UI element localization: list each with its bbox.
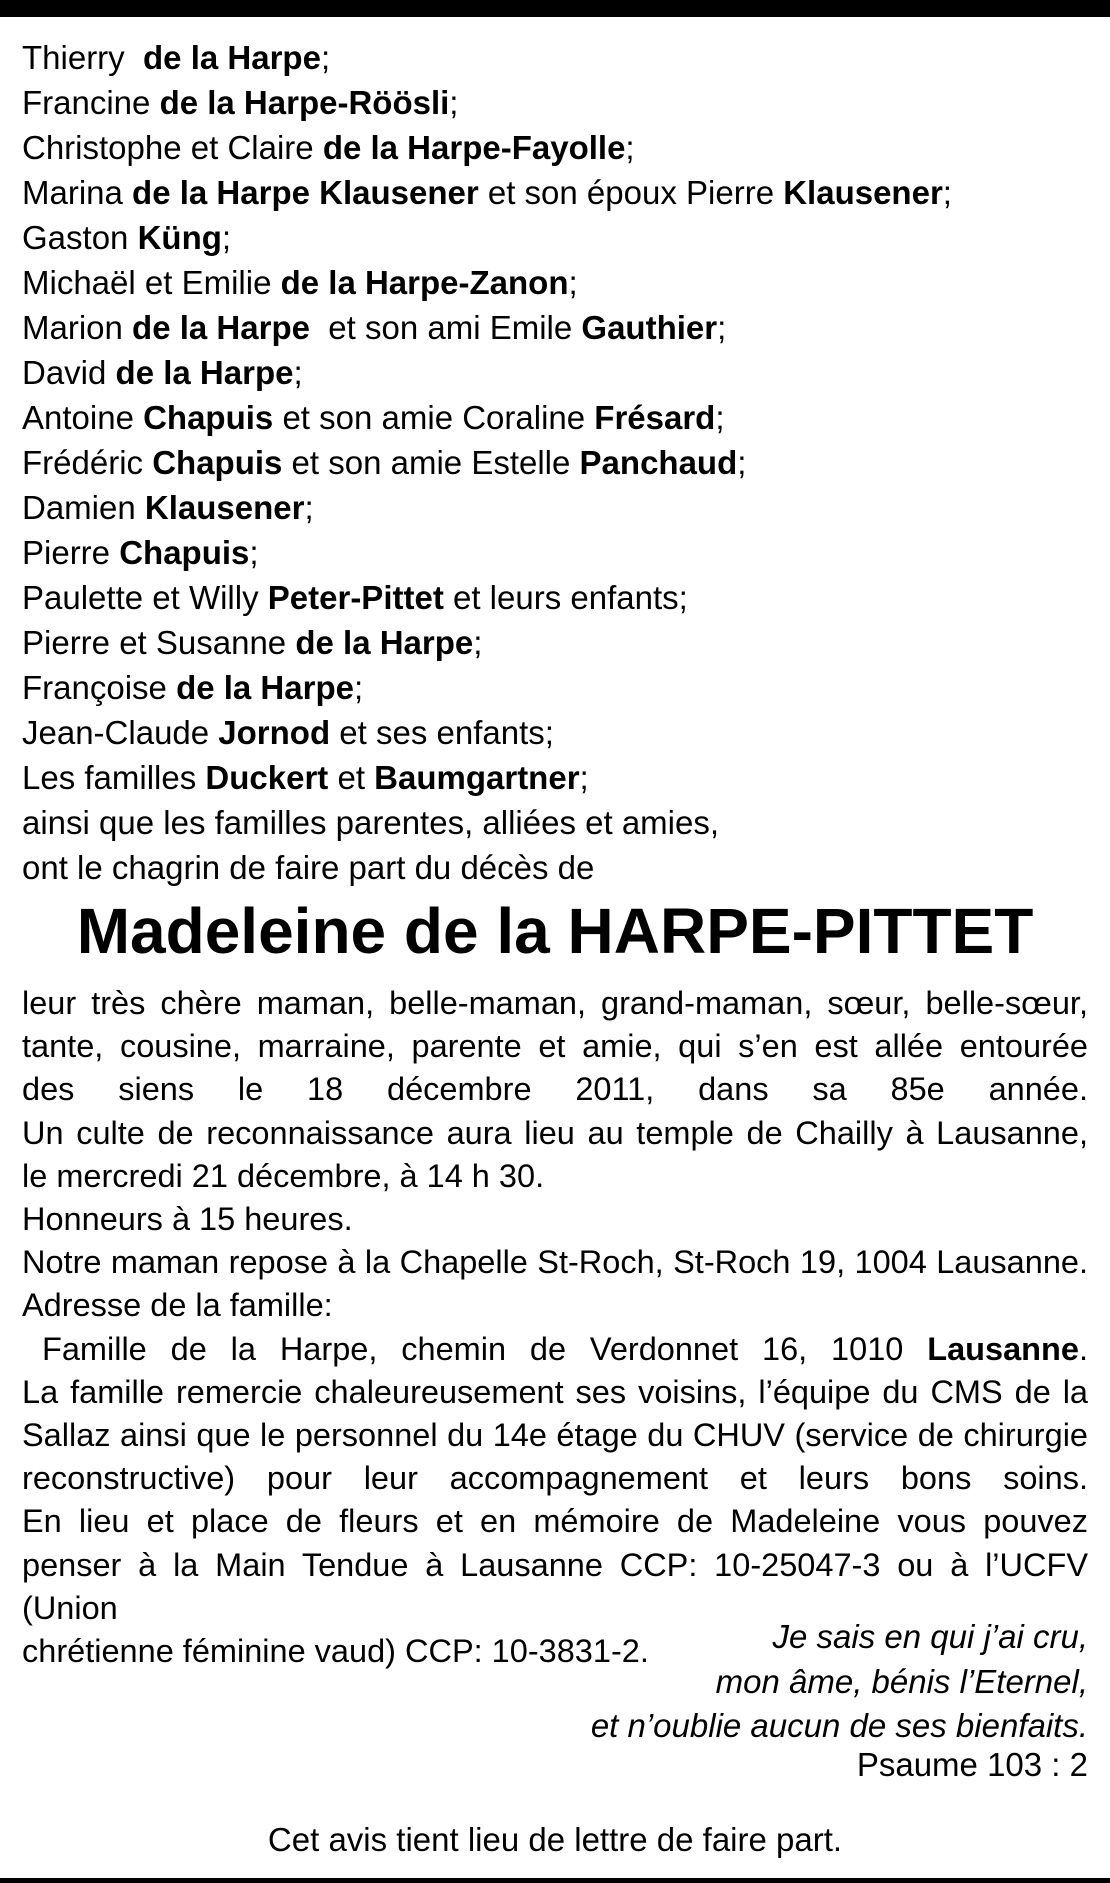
family-surname: Klausener [144,489,305,526]
address-period: . [1078,1330,1088,1367]
quote-line: Je sais en qui j’ai cru, [772,1618,1088,1655]
family-surname: de la Harpe [295,624,474,661]
family-text: ainsi que les familles parentes, alliées et amies, [22,804,720,841]
family-line [22,575,1092,620]
notice-body [22,982,1088,1673]
family-text: ; [942,174,952,211]
family-line [22,530,1092,575]
family-text: et son ami Emile [309,309,582,346]
family-line [22,800,1092,845]
family-line [22,665,1092,710]
family-surname: Chapuis [143,399,274,436]
address-text: Famille de la Harpe, chemin de Verdonnet 16, 1010 [42,1330,928,1367]
family-text: ; [717,309,727,346]
family-text: ; [473,624,483,661]
family-text: Marina [22,174,133,211]
family-text: Frédéric [22,444,153,481]
family-text: Francine [22,84,160,121]
family-text: Les familles [22,759,206,796]
body-line: le mercredi 21 décembre, à 14 h 30. [22,1157,545,1194]
family-surname: Chapuis [119,534,250,571]
family-surname: Peter-Pittet [267,579,444,616]
family-surname: de la Harpe [115,354,294,391]
body-line: Adresse de la famille: [22,1287,333,1324]
family-text: ; [579,759,589,796]
footer-note: Cet avis tient lieu de lettre de faire part. [267,1821,843,1858]
family-text: Damien [22,489,145,526]
family-line [22,80,1092,125]
family-text: ; [568,264,578,301]
bottom-border-rule [0,1878,1110,1883]
family-line [22,395,1092,440]
body-line: Un culte de reconnaissance aura lieu au temple de Chailly à Lausanne, [22,1114,1088,1151]
body-line: tante, cousine, marraine, parente et amie, qui s’en est allée entourée [22,1028,1088,1065]
family-text: David [22,354,116,391]
address-city: Lausanne [927,1330,1079,1367]
body-line: penser à la Main Tendue à Lausanne CCP: 10-25047-3 ou à l’UCFV (Union [22,1546,1088,1626]
family-text: Marion [22,309,133,346]
family-surname: Frésard [594,399,716,436]
body-line: des siens le 18 décembre 2011, dans sa 85e année. [22,1071,1088,1108]
family-text: ; [625,129,635,166]
body-line: En lieu et place de fleurs et en mémoire de Madeleine vous pouvez [22,1503,1088,1540]
family-text: ; [293,354,303,391]
family-text: ; [737,444,747,481]
quote-line: et n’oublie aucun de ses bienfaits. [590,1707,1088,1744]
family-text: Pierre et Susanne [22,624,296,661]
top-border-rule [0,0,1110,17]
body-line: Honneurs à 15 heures. [22,1201,353,1238]
family-surname: de la Harpe-Zanon [280,264,569,301]
quote-source: Psaume 103 : 2 [856,1746,1088,1783]
family-line [22,620,1092,665]
family-surname: de la Harpe-Röösli [159,84,450,121]
family-text: ; [249,534,259,571]
family-text: ; [320,39,331,76]
family-text: et leurs enfants; [443,579,688,616]
family-line [22,845,1092,890]
family-text: ; [304,489,314,526]
family-text: Pierre [22,534,120,571]
family-text: Christophe et Claire [22,129,323,166]
family-text: ont le chagrin de faire part du décès de [22,849,595,886]
family-surname: Jornod [218,714,331,751]
family-text: et son amie Coraline [273,399,595,436]
family-text: et son époux Pierre [478,174,784,211]
family-line [22,485,1092,530]
family-text: Françoise [22,669,177,706]
family-surname: Duckert [205,759,329,796]
family-text: Thierry [22,39,144,76]
body-line: chrétienne féminine vaud) CCP: 10-3831-2. [22,1633,649,1670]
family-text: Paulette et Willy [22,579,268,616]
family-line [22,710,1092,755]
family-surname: de la Harpe Klausener [132,174,479,211]
family-surname: Klausener [783,174,943,211]
family-surname: Panchaud [579,444,738,481]
family-line [22,260,1092,305]
family-text: ; [449,84,459,121]
body-line: reconstructive) pour leur accompagnement et leurs bons soins. [22,1460,1088,1497]
family-surname: de la Harpe [143,39,321,76]
family-line [22,440,1092,485]
family-surname: de la Harpe-Fayolle [322,129,626,166]
quote-line: mon âme, bénis l’Eternel, [715,1662,1088,1700]
family-text: et ses enfants; [330,714,554,751]
deceased-name: Madeleine de la HARPE-PITTET [76,895,1034,967]
family-surname: Baumgartner [374,759,580,796]
family-surname: de la Harpe [132,309,310,346]
family-text: et [328,759,375,796]
family-surname: Chapuis [152,444,283,481]
family-surname: de la Harpe [176,669,354,706]
family-address-line [22,1328,1088,1371]
family-line [22,170,1092,215]
family-list [22,35,1092,890]
bible-quote [388,1615,1088,1749]
body-line: leur très chère maman, belle-maman, grand-maman, sœur, belle-sœur, [22,985,1088,1021]
family-line [22,350,1092,395]
family-text: Jean-Claude [22,714,219,751]
family-line [22,35,1092,80]
body-line: Sallaz ainsi que le personnel du 14e étage du CHUV (service de chirurgie [22,1417,1088,1454]
family-line [22,125,1092,170]
family-text: ; [353,669,364,706]
family-text: Michaël et Emilie [22,264,281,301]
family-line [22,215,1092,260]
family-text: Antoine [22,399,144,436]
family-text: Gaston [22,219,138,256]
family-text: ; [715,399,725,436]
family-line [22,755,1092,800]
body-line: La famille remercie chaleureusement ses voisins, l’équipe du CMS de la [22,1373,1088,1410]
body-line: Notre maman repose à la Chapelle St-Roch, St-Roch 19, 1004 Lausanne. [22,1244,1088,1281]
family-line [22,305,1092,350]
family-text: et son amie Estelle [282,444,580,481]
family-surname: Küng [137,219,222,256]
family-surname: Gauthier [581,309,718,346]
family-text: ; [221,219,232,256]
